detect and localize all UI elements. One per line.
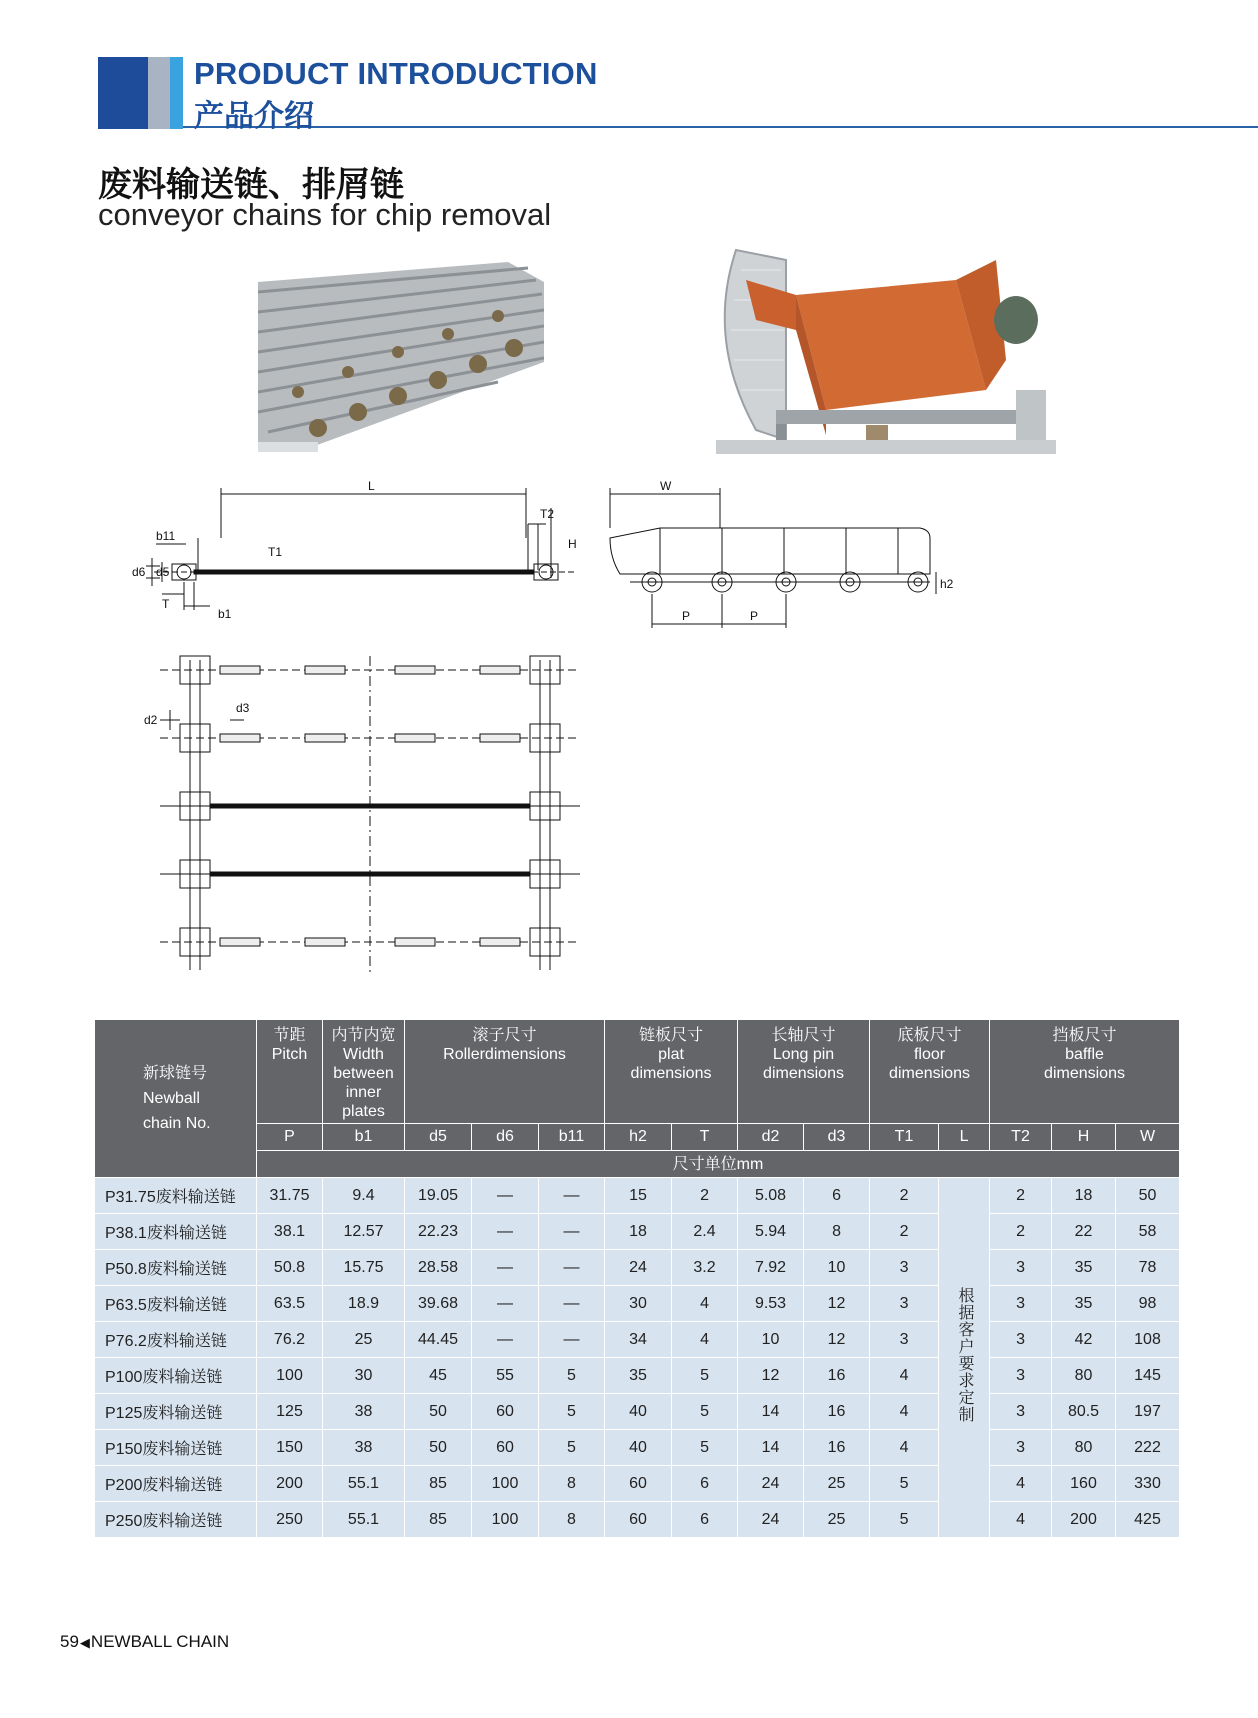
footer-brand: NEWBALL CHAIN (90, 1632, 230, 1651)
table-cell: 3 (990, 1286, 1052, 1322)
table-cell: 9.4 (323, 1178, 405, 1214)
table-cell: 45 (405, 1358, 472, 1394)
table-cell: 22.23 (405, 1214, 472, 1250)
table-cell: — (539, 1250, 605, 1286)
table-cell: 12 (804, 1286, 870, 1322)
table-cell: 16 (804, 1394, 870, 1430)
unit-label: 尺寸单位mm (257, 1151, 1180, 1178)
table-cell: 10 (738, 1322, 804, 1358)
custom-note: 根据客户要求定制 (956, 1287, 974, 1423)
table-cell: 6 (672, 1502, 738, 1538)
table-cell: 4 (672, 1286, 738, 1322)
table-cell: 85 (405, 1466, 472, 1502)
table-cell: 50 (405, 1394, 472, 1430)
table-cell: 50.8 (257, 1250, 323, 1286)
table-cell: 2.4 (672, 1214, 738, 1250)
dim-label-T1: T1 (268, 545, 283, 559)
table-cell: 150 (257, 1430, 323, 1466)
col-header-baffle: 挡板尺寸 baffle dimensions (990, 1020, 1180, 1124)
dim-label-b11: b11 (156, 529, 176, 543)
table-cell: 6 (804, 1178, 870, 1214)
table-cell: 12.57 (323, 1214, 405, 1250)
table-cell: 35 (1052, 1250, 1116, 1286)
col-header-roller: 滚子尺寸 Rollerdimensions (405, 1020, 605, 1124)
dim-label-L: L (368, 479, 375, 493)
table-cell: 34 (605, 1322, 672, 1358)
col-header-plat: 链板尺寸 plat dimensions (605, 1020, 738, 1124)
table-cell: 35 (605, 1358, 672, 1394)
dim-label-d3: d3 (236, 701, 250, 715)
table-cell: 2 (990, 1178, 1052, 1214)
table-cell: 2 (870, 1178, 939, 1214)
spec-table (94, 1019, 1180, 1538)
table-cell: 12 (738, 1358, 804, 1394)
table-cell: 2 (990, 1214, 1052, 1250)
section-title-en: conveyor chains for chip removal (98, 197, 552, 232)
section-title-cn: 废料输送链、排屑链 (98, 165, 404, 205)
table-cell: 42 (1052, 1322, 1116, 1358)
table-cell: 425 (1116, 1502, 1180, 1538)
sub-header-d5: d5 (405, 1124, 472, 1151)
table-cell: 80 (1052, 1430, 1116, 1466)
dim-label-P-1: P (682, 609, 691, 623)
table-cell: 50 (1116, 1178, 1180, 1214)
col-header-longpin: 长轴尺寸 Long pin dimensions (738, 1020, 870, 1124)
table-row (95, 1358, 1180, 1394)
table-cell: 12 (804, 1322, 870, 1358)
table-row (95, 1178, 1180, 1214)
chain-model-cell: P38.1废料输送链 (95, 1214, 257, 1250)
plan-view-drawing (140, 650, 580, 980)
chain-model-cell: P125废料输送链 (95, 1394, 257, 1430)
sub-header-b1: b1 (323, 1124, 405, 1151)
table-cell: 60 (472, 1430, 539, 1466)
table-cell: 63.5 (257, 1286, 323, 1322)
table-cell: 3 (990, 1430, 1052, 1466)
table-cell: 80.5 (1052, 1394, 1116, 1430)
table-cell: 76.2 (257, 1322, 323, 1358)
table-cell: 38 (323, 1394, 405, 1430)
table-cell: 18 (1052, 1178, 1116, 1214)
table-cell: 4 (990, 1466, 1052, 1502)
table-cell: 31.75 (257, 1178, 323, 1214)
table-cell: 40 (605, 1394, 672, 1430)
table-cell: 5 (539, 1358, 605, 1394)
table-cell: 24 (605, 1250, 672, 1286)
table-cell: 22 (1052, 1214, 1116, 1250)
table-cell: 30 (605, 1286, 672, 1322)
table-cell: 40 (605, 1430, 672, 1466)
table-cell: — (472, 1322, 539, 1358)
sub-header-d3: d3 (804, 1124, 870, 1151)
table-row (95, 1466, 1180, 1502)
table-cell: 100 (472, 1466, 539, 1502)
table-cell: 200 (257, 1466, 323, 1502)
table-cell: — (539, 1286, 605, 1322)
table-cell: 44.45 (405, 1322, 472, 1358)
spec-table-body (95, 1178, 1180, 1538)
table-cell: 2 (870, 1214, 939, 1250)
table-cell: 4 (672, 1322, 738, 1358)
table-cell: 98 (1116, 1286, 1180, 1322)
table-cell: 330 (1116, 1466, 1180, 1502)
left-triangle-icon: ◀ (79, 1635, 90, 1650)
header-accent-light (170, 57, 183, 129)
col-header-width: 内节内宽 Width between inner plates (323, 1020, 405, 1124)
table-cell: 55.1 (323, 1466, 405, 1502)
table-cell: 18.9 (323, 1286, 405, 1322)
table-cell: 5 (672, 1358, 738, 1394)
table-cell: 14 (738, 1394, 804, 1430)
table-cell: 5.94 (738, 1214, 804, 1250)
table-cell: 3 (990, 1358, 1052, 1394)
dim-label-W: W (660, 479, 672, 493)
table-cell: 5 (539, 1430, 605, 1466)
table-cell: 222 (1116, 1430, 1180, 1466)
chip-conveyor-photo (716, 240, 1056, 454)
table-cell: 19.05 (405, 1178, 472, 1214)
sub-header-b11: b11 (539, 1124, 605, 1151)
table-cell: 4 (990, 1502, 1052, 1538)
table-cell: 5 (672, 1394, 738, 1430)
table-cell: 100 (257, 1358, 323, 1394)
dim-label-d5: d5 (156, 565, 170, 579)
chain-model-cell: P76.2废料输送链 (95, 1322, 257, 1358)
page-footer (60, 1632, 229, 1652)
chain-model-cell: P31.75废料输送链 (95, 1178, 257, 1214)
table-cell: 24 (738, 1466, 804, 1502)
table-cell: 10 (804, 1250, 870, 1286)
page-number: 59 (60, 1632, 79, 1651)
table-cell: 24 (738, 1502, 804, 1538)
table-cell: 50 (405, 1430, 472, 1466)
dim-label-d2: d2 (144, 713, 158, 727)
table-cell: 30 (323, 1358, 405, 1394)
table-cell: — (539, 1214, 605, 1250)
col-header-pitch: 节距 Pitch (257, 1020, 323, 1124)
table-cell: 5.08 (738, 1178, 804, 1214)
table-cell: 15.75 (323, 1250, 405, 1286)
sub-header-d2: d2 (738, 1124, 804, 1151)
sub-header-p: P (257, 1124, 323, 1151)
table-cell: 85 (405, 1502, 472, 1538)
sub-header-row (95, 1124, 1180, 1151)
header-rule (183, 126, 1258, 128)
table-cell: 60 (605, 1466, 672, 1502)
chain-model-cell: P150废料输送链 (95, 1430, 257, 1466)
table-row (95, 1214, 1180, 1250)
table-cell: 55.1 (323, 1502, 405, 1538)
dim-label-h2: h2 (940, 577, 954, 591)
chain-model-cell: P250废料输送链 (95, 1502, 257, 1538)
table-cell: 18 (605, 1214, 672, 1250)
sub-header-w: W (1116, 1124, 1180, 1151)
table-row (95, 1322, 1180, 1358)
sub-header-h2: h2 (605, 1124, 672, 1151)
table-cell: — (539, 1322, 605, 1358)
table-cell: 5 (870, 1466, 939, 1502)
table-cell: 2 (672, 1178, 738, 1214)
dim-label-d6: d6 (132, 565, 146, 579)
table-cell: 60 (605, 1502, 672, 1538)
table-cell: 3 (870, 1250, 939, 1286)
table-cell: 60 (472, 1394, 539, 1430)
table-row (95, 1430, 1180, 1466)
table-cell: 3 (870, 1286, 939, 1322)
table-cell: 250 (257, 1502, 323, 1538)
table-cell: 38.1 (257, 1214, 323, 1250)
sub-header-t2: T2 (990, 1124, 1052, 1151)
table-cell: 8 (539, 1466, 605, 1502)
table-cell: 197 (1116, 1394, 1180, 1430)
table-cell: 200 (1052, 1502, 1116, 1538)
sub-header-d6: d6 (472, 1124, 539, 1151)
chain-model-cell: P100废料输送链 (95, 1358, 257, 1394)
sub-header-l: L (939, 1124, 990, 1151)
sub-header-t: T (672, 1124, 738, 1151)
table-cell: 5 (672, 1430, 738, 1466)
table-cell: 80 (1052, 1358, 1116, 1394)
chain-model-cell: P200废料输送链 (95, 1466, 257, 1502)
dim-label-H: H (568, 537, 577, 551)
table-cell: 58 (1116, 1214, 1180, 1250)
col-header-chain-no: 新球链号 Newball chain No. (95, 1020, 257, 1178)
table-cell: 3 (990, 1322, 1052, 1358)
table-cell: 39.68 (405, 1286, 472, 1322)
table-row (95, 1286, 1180, 1322)
table-cell: 4 (870, 1430, 939, 1466)
baffle-side-drawing (600, 478, 970, 628)
table-cell: 4 (870, 1358, 939, 1394)
table-cell: 100 (472, 1502, 539, 1538)
header-title-cn: 产品介绍 (194, 99, 314, 134)
side-section-drawing (126, 478, 596, 628)
table-cell: — (472, 1250, 539, 1286)
table-cell: 3.2 (672, 1250, 738, 1286)
sub-header-t1: T1 (870, 1124, 939, 1151)
table-cell: 55 (472, 1358, 539, 1394)
chain-model-cell: P63.5废料输送链 (95, 1286, 257, 1322)
table-cell: 3 (990, 1250, 1052, 1286)
table-cell: 25 (323, 1322, 405, 1358)
chain-model-cell: P50.8废料输送链 (95, 1250, 257, 1286)
table-cell: 125 (257, 1394, 323, 1430)
table-cell: — (472, 1178, 539, 1214)
table-cell: 9.53 (738, 1286, 804, 1322)
table-cell: 25 (804, 1466, 870, 1502)
table-cell: 7.92 (738, 1250, 804, 1286)
table-cell: 108 (1116, 1322, 1180, 1358)
table-cell: 14 (738, 1430, 804, 1466)
table-cell: 35 (1052, 1286, 1116, 1322)
table-row (95, 1394, 1180, 1430)
dim-label-T2: T2 (540, 507, 555, 521)
header-title-en: PRODUCT INTRODUCTION (194, 56, 598, 91)
dim-label-T: T (162, 597, 170, 611)
table-cell: 8 (539, 1502, 605, 1538)
header-accent-grey (148, 57, 170, 129)
table-cell: 28.58 (405, 1250, 472, 1286)
table-cell: 4 (870, 1394, 939, 1430)
table-cell: 16 (804, 1430, 870, 1466)
chain-plates-photo (258, 252, 544, 452)
table-row (95, 1502, 1180, 1538)
table-cell: — (472, 1286, 539, 1322)
table-row (95, 1250, 1180, 1286)
table-cell: 160 (1052, 1466, 1116, 1502)
sub-header-h: H (1052, 1124, 1116, 1151)
table-cell: 145 (1116, 1358, 1180, 1394)
table-cell: 78 (1116, 1250, 1180, 1286)
table-cell: 15 (605, 1178, 672, 1214)
table-cell: 5 (870, 1502, 939, 1538)
table-cell: — (472, 1214, 539, 1250)
dim-label-P-2: P (750, 609, 759, 623)
table-cell: 3 (990, 1394, 1052, 1430)
table-cell: 3 (870, 1322, 939, 1358)
table-cell: 38 (323, 1430, 405, 1466)
header-accent-dark (98, 57, 148, 129)
custom-note-cell (939, 1178, 990, 1538)
col-header-floor: 底板尺寸 floor dimensions (870, 1020, 990, 1124)
table-cell: 5 (539, 1394, 605, 1430)
table-cell: 6 (672, 1466, 738, 1502)
table-cell: 16 (804, 1358, 870, 1394)
table-cell: 8 (804, 1214, 870, 1250)
table-cell: 25 (804, 1502, 870, 1538)
table-cell: — (539, 1178, 605, 1214)
dim-label-b1: b1 (218, 607, 232, 621)
